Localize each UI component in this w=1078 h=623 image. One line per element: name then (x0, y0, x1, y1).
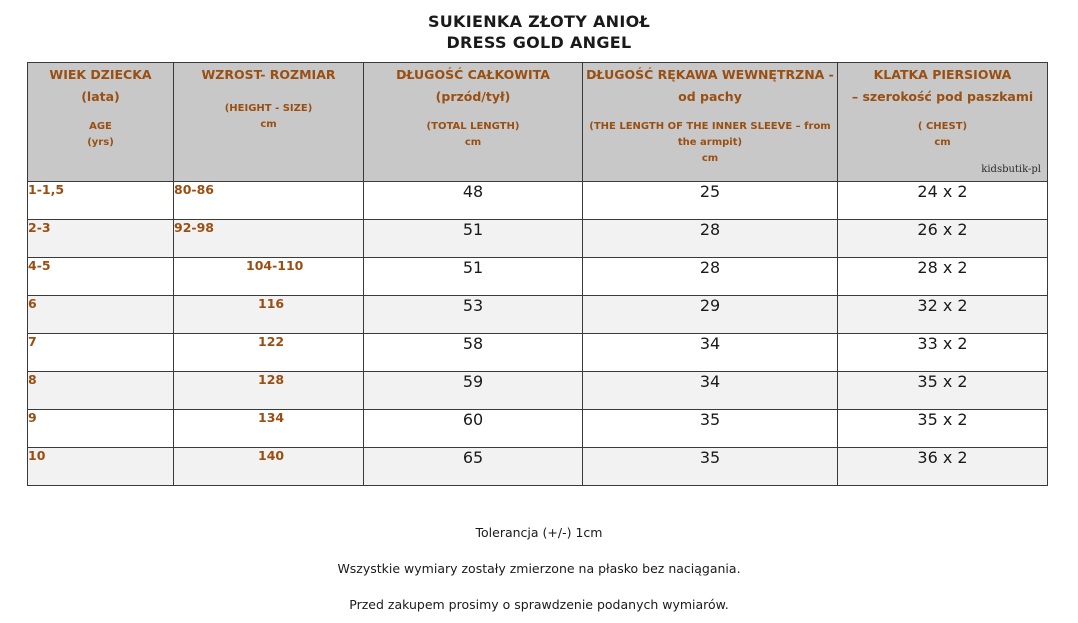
size-chart-table (27, 62, 1048, 486)
cell-sleeve: 25 (583, 182, 838, 220)
cell-length: 53 (364, 296, 583, 334)
cell-length: 60 (364, 410, 583, 448)
header-height-sub: (HEIGHT - SIZE) (224, 103, 313, 114)
cell-age: 7 (28, 334, 174, 372)
table-row (28, 372, 1048, 410)
cell-sleeve: 28 (583, 220, 838, 258)
cell-height: 122 (174, 334, 364, 372)
cell-age: 2-3 (28, 220, 174, 258)
cell-chest: 36 x 2 (838, 448, 1048, 486)
cell-length: 48 (364, 182, 583, 220)
cell-height: 92-98 (174, 220, 364, 258)
header-height-unit: cm (260, 119, 277, 130)
cell-age: 6 (28, 296, 174, 334)
cell-sleeve: 34 (583, 334, 838, 372)
table-row (28, 448, 1048, 486)
header-age-sub2: (yrs) (87, 137, 114, 148)
header-chest-unit: cm (934, 137, 951, 148)
cell-height: 116 (174, 296, 364, 334)
header-row (28, 63, 1048, 182)
table-header (28, 63, 1048, 182)
cell-sleeve: 28 (583, 258, 838, 296)
header-height (174, 63, 364, 182)
cell-sleeve: 29 (583, 296, 838, 334)
header-sleeve-main: DŁUGOŚĆ RĘKAWA WEWNĘTRZNA - (586, 67, 834, 82)
cell-length: 59 (364, 372, 583, 410)
header-chest-main: KLATKA PIERSIOWA (873, 67, 1012, 82)
header-sleeve-sub: (THE LENGTH OF THE INNER SLEEVE – from (589, 121, 831, 132)
cell-length: 51 (364, 220, 583, 258)
header-chest-sub: ( CHEST) (917, 121, 968, 132)
cell-sleeve: 35 (583, 410, 838, 448)
header-height-main: WZROST- ROZMIAR (201, 67, 336, 82)
header-length-main: DŁUGOŚĆ CAŁKOWITA (396, 67, 550, 82)
table-row (28, 334, 1048, 372)
cell-age: 4-5 (28, 258, 174, 296)
cell-length: 58 (364, 334, 583, 372)
tolerance-note: Tolerancja (+/-) 1cm (475, 525, 603, 540)
header-chest (838, 63, 1048, 182)
header-sleeve-main2: od pachy (678, 89, 742, 104)
cell-length: 51 (364, 258, 583, 296)
cell-chest: 32 x 2 (838, 296, 1048, 334)
cell-height: 134 (174, 410, 364, 448)
cell-chest: 24 x 2 (838, 182, 1048, 220)
cell-height: 140 (174, 448, 364, 486)
table-row (28, 296, 1048, 334)
table-row (28, 220, 1048, 258)
cell-age: 8 (28, 372, 174, 410)
cell-age: 9 (28, 410, 174, 448)
cell-age: 1-1,5 (28, 182, 174, 220)
table-row (28, 182, 1048, 220)
header-sleeve-unit: cm (701, 153, 719, 164)
header-age-main: WIEK DZIECKA (49, 67, 152, 82)
cell-chest: 35 x 2 (838, 372, 1048, 410)
header-age (28, 63, 174, 182)
cell-height: 104-110 (174, 258, 364, 296)
cell-sleeve: 35 (583, 448, 838, 486)
title-polish: SUKIENKA ZŁOTY ANIOŁ (427, 12, 651, 31)
table-body (28, 182, 1048, 486)
cell-chest: 28 x 2 (838, 258, 1048, 296)
check-note: Przed zakupem prosimy o sprawdzenie podanych wymiarów. (349, 597, 729, 612)
cell-chest: 35 x 2 (838, 410, 1048, 448)
header-total-length (364, 63, 583, 182)
header-length-main2: (przód/tył) (435, 89, 511, 104)
header-sleeve (583, 63, 838, 182)
header-sleeve-sub2: the armpit) (677, 137, 743, 148)
cell-sleeve: 34 (583, 372, 838, 410)
cell-chest: 33 x 2 (838, 334, 1048, 372)
cell-height: 128 (174, 372, 364, 410)
cell-length: 65 (364, 448, 583, 486)
watermark-text: kidsbutik-pl (981, 164, 1041, 175)
header-length-unit: cm (464, 137, 482, 148)
table-row (28, 410, 1048, 448)
cell-height: 80-86 (174, 182, 364, 220)
title-english: DRESS GOLD ANGEL (446, 33, 632, 52)
header-chest-main2: – szerokość pod paszkami (851, 89, 1034, 104)
table-row (28, 258, 1048, 296)
cell-age: 10 (28, 448, 174, 486)
header-age-sub: AGE (89, 121, 112, 132)
header-age-main2: (lata) (81, 89, 120, 104)
cell-chest: 26 x 2 (838, 220, 1048, 258)
header-length-sub: (TOTAL LENGTH) (426, 121, 520, 132)
measurement-note: Wszystkie wymiary zostały zmierzone na płasko bez naciągania. (337, 561, 741, 576)
